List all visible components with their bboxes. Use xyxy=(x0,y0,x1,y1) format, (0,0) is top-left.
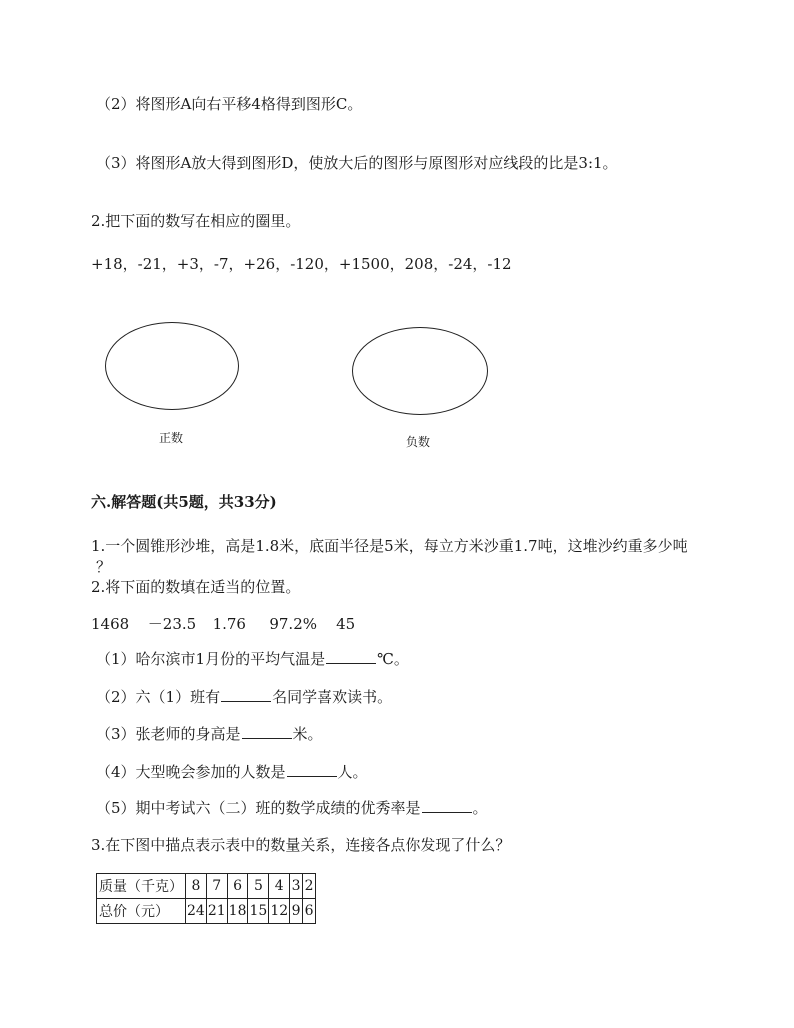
fill-item-unit: 人。 xyxy=(337,763,368,781)
table-cell: 18 xyxy=(227,899,248,924)
fill-item-3 xyxy=(96,723,323,744)
table-row xyxy=(97,899,316,924)
problem-2-title: 2.将下面的数填在适当的位置。 xyxy=(91,578,301,596)
table-cell: 21 xyxy=(206,899,227,924)
table-cell: 6 xyxy=(303,899,316,924)
positive-label: 正数 xyxy=(159,431,184,445)
table-cell: 9 xyxy=(290,899,303,924)
fill-item-unit: 米。 xyxy=(292,725,323,743)
table-cell: 24 xyxy=(186,899,207,924)
table-cell: 2 xyxy=(303,874,316,899)
table-cell: 3 xyxy=(290,874,303,899)
table-cell: 7 xyxy=(206,874,227,899)
fill-item-1 xyxy=(96,648,409,669)
question-part-2: （2）将图形A向右平移4格得到图形C。 xyxy=(96,95,363,113)
answer-blank[interactable] xyxy=(326,649,376,664)
fill-item-4 xyxy=(96,761,368,782)
number-item: 45 xyxy=(336,615,356,633)
problem-1-wrap: ？ xyxy=(96,558,112,576)
positive-numbers-circle xyxy=(105,322,239,410)
negative-numbers-circle xyxy=(352,327,488,415)
section-title: 六.解答题(共5题，共33分) xyxy=(91,493,277,511)
fill-item-unit: ℃。 xyxy=(377,650,409,668)
table-cell: 12 xyxy=(269,899,290,924)
fill-item-text: （3）张老师的身高是 xyxy=(96,725,241,743)
fill-item-unit: 。 xyxy=(472,799,488,817)
answer-blank[interactable] xyxy=(221,687,271,702)
number-item: 1468 xyxy=(91,615,130,633)
question-2-title: 2.把下面的数写在相应的圈里。 xyxy=(91,212,301,230)
table-row xyxy=(97,874,316,899)
question-part-3: （3）将图形A放大得到图形D，使放大后的图形与原图形对应线段的比是3:1。 xyxy=(96,154,618,172)
fill-item-5 xyxy=(96,797,488,818)
table-cell: 8 xyxy=(186,874,207,899)
table-cell: 5 xyxy=(248,874,269,899)
fill-item-text: （4）大型晚会参加的人数是 xyxy=(96,763,286,781)
number-item: 97.2% xyxy=(269,615,317,633)
answer-blank[interactable] xyxy=(287,762,337,777)
fill-item-text: （5）期中考试六（二）班的数学成绩的优秀率是 xyxy=(96,799,421,817)
quantity-table xyxy=(96,873,316,924)
fill-item-text: （1）哈尔滨市1月份的平均气温是 xyxy=(96,650,326,668)
problem-2-numbers xyxy=(91,613,355,634)
negative-label: 负数 xyxy=(406,435,431,449)
table-cell: 6 xyxy=(227,874,248,899)
table-cell: 15 xyxy=(248,899,269,924)
table-cell: 4 xyxy=(269,874,290,899)
number-item: －23.5 xyxy=(147,615,197,633)
table-row-label: 质量（千克） xyxy=(97,874,186,899)
fill-item-text: （2）六（1）班有 xyxy=(96,688,221,706)
answer-blank[interactable] xyxy=(242,724,292,739)
answer-blank[interactable] xyxy=(422,798,472,813)
question-2-numbers: +18，-21，+3，-7，+26，-120，+1500，208，-24，-12 xyxy=(91,255,512,273)
table-row-label: 总价（元） xyxy=(97,899,186,924)
number-item: 1.76 xyxy=(212,615,246,633)
problem-3-title: 3.在下图中描点表示表中的数量关系，连接各点你发现了什么？ xyxy=(91,836,511,854)
fill-item-2 xyxy=(96,686,392,707)
fill-item-unit: 名同学喜欢读书。 xyxy=(272,688,393,706)
problem-1-text: 1.一个圆锥形沙堆，高是1.8米，底面半径是5米，每立方米沙重1.7吨，这堆沙约重多少吨 xyxy=(91,537,688,555)
